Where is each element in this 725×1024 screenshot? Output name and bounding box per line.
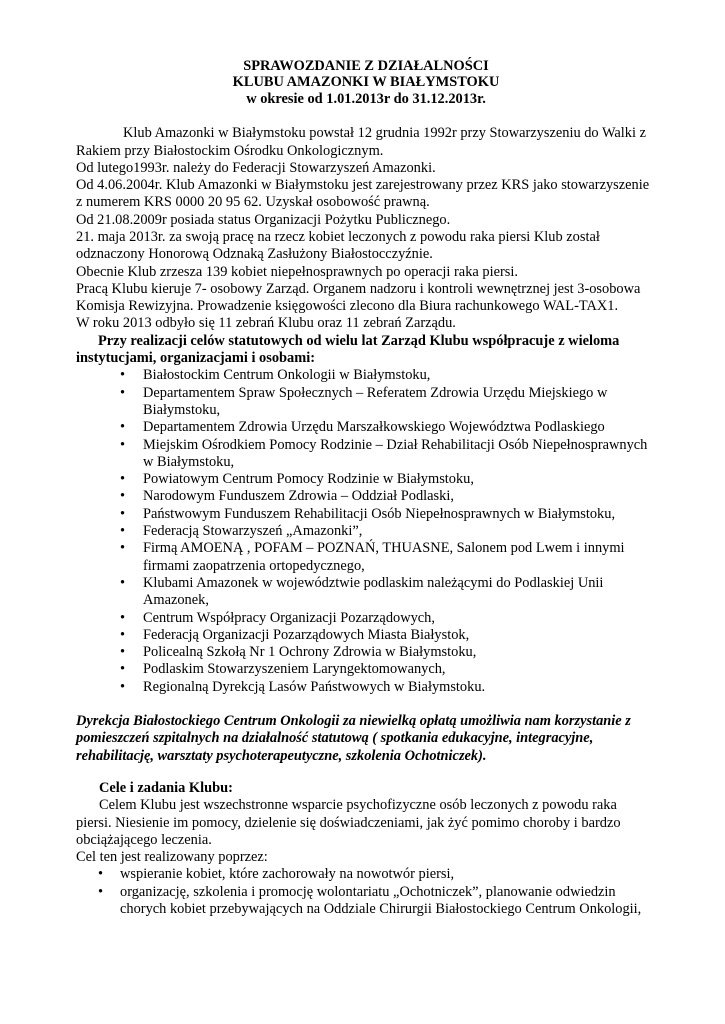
list-item: • Firmą AMOENĄ , POFAM – POZNAŃ, THUASNE, Salonem pod Lwem i innymi firmami zaopatrzenia ortopedycznego,	[76, 540, 656, 575]
list-item: • Białostockim Centrum Onkologii w Białymstoku,	[76, 367, 656, 384]
goals-heading: Cele i zadania Klubu:	[99, 779, 233, 796]
intro-paragraph: Obecnie Klub zrzesza 139 kobiet niepełnosprawnych po operacji raka piersi.	[76, 263, 518, 280]
intro-paragraph: W roku 2013 odbyło się 11 zebrań Klubu oraz 11 zebrań Zarządu.	[76, 315, 456, 332]
cooperation-section	[76, 333, 656, 696]
list-item: • Federacją Organizacji Pozarządowych Miasta Białystok,	[76, 627, 656, 644]
cooperation-list	[76, 367, 656, 696]
goals-realized-by: Cel ten jest realizowany poprzez:	[76, 849, 268, 866]
cooperation-heading: Przy realizacji celów statutowych od wielu lat Zarząd Klubu współpracuje z wieloma instytucjami, organizacjami i osobami:	[76, 332, 620, 367]
goals-section	[76, 780, 656, 918]
directorate-note: Dyrekcja Białostockiego Centrum Onkologii za niewielką opłatą umożliwia nam korzystanie z pomieszczeń szpitalnych na działalność statutową ( spotkania edukacyjne, integracyjne, rehabilitację, warsztaty psychoterapeutyczne, szkolenia Ochotniczek).	[76, 713, 631, 764]
intro-paragraph: Klub Amazonki w Białymstoku powstał 12 grudnia 1992r przy Stowarzyszeniu do Walki z Rakiem przy Białostockim Ośrodku Onkologicznym.	[76, 125, 646, 159]
list-item: • Regionalną Dyrekcją Lasów Państwowych w Białymstoku.	[76, 679, 656, 696]
list-item: • Narodowym Funduszem Zdrowia – Oddział Podlaski,	[76, 488, 656, 505]
intro-paragraph: 21. maja 2013r. za swoją pracę na rzecz kobiet leczonych z powodu raka piersi Klub został odznaczony Honorową Odznaką Zasłużony Białostocczyźnie.	[76, 229, 600, 263]
list-item: • Klubami Amazonek w województwie podlaskim należącymi do Podlaskiej Unii Amazonek,	[76, 575, 656, 610]
list-item: • wspieranie kobiet, które zachorowały na nowotwór piersi,	[76, 866, 656, 883]
list-item: • Departamentem Zdrowia Urzędu Marszałkowskiego Województwa Podlaskiego	[76, 419, 656, 436]
list-item: • Powiatowym Centrum Pomocy Rodzinie w Białymstoku,	[76, 471, 656, 488]
list-item: • Miejskim Ośrodkiem Pomocy Rodzinie – Dział Rehabilitacji Osób Niepełnosprawnych w Białymstoku,	[76, 437, 656, 472]
goals-list	[76, 866, 656, 918]
intro-paragraph: Od lutego1993r. należy do Federacji Stowarzyszeń Amazonki.	[76, 159, 436, 176]
list-item: • Departamentem Spraw Społecznych – Referatem Zdrowia Urzędu Miejskiego w Białymstoku,	[76, 385, 656, 420]
list-item: • Państwowym Funduszem Rehabilitacji Osób Niepełnosprawnych w Białymstoku,	[76, 506, 656, 523]
title-line-1: SPRAWOZDANIE Z DZIAŁALNOŚCI	[243, 58, 489, 74]
document-page	[76, 58, 656, 918]
list-item: • Centrum Współpracy Organizacji Pozarządowych,	[76, 610, 656, 627]
title-line-2: KLUBU AMAZONKI W BIAŁYMSTOKU	[232, 74, 500, 91]
intro-paragraph: Pracą Klubu kieruje 7- osobowy Zarząd. Organem nadzoru i kontroli wewnętrznej jest 3-osobowa Komisja Rewizyjna. Prowadzenie księgowości zlecono dla Biura rachunkowego WAL-TAX1.	[76, 280, 641, 315]
goals-paragraph: Celem Klubu jest wszechstronne wsparcie psychofizyczne osób leczonych z powodu raka piersi. Niesienie im pomocy, dzielenie się doświadczeniami, jak żyć pomimo choroby i bardzo obciążającego leczenia.	[76, 797, 621, 848]
intro-section	[76, 125, 656, 333]
report-title	[76, 58, 656, 107]
intro-paragraph: Od 21.08.2009r posiada status Organizacji Pożytku Publicznego.	[76, 211, 451, 228]
list-item: • Policealną Szkołą Nr 1 Ochrony Zdrowia w Białymstoku,	[76, 644, 656, 661]
list-item: • Podlaskim Stowarzyszeniem Laryngektomowanych,	[76, 661, 656, 678]
list-item: • organizację, szkolenia i promocję wolontariatu „Ochotniczek”, planowanie odwiedzin chorych kobiet przebywających na Oddziale Chirurgii Białostockiego Centrum Onkologii,	[76, 884, 656, 919]
intro-paragraph: Od 4.06.2004r. Klub Amazonki w Białymstoku jest zarejestrowany przez KRS jako stowarzyszenie z numerem KRS 0000 20 95 62. Uzyskał osobowość prawną.	[76, 177, 650, 211]
title-line-3: w okresie od 1.01.2013r do 31.12.2013r.	[246, 90, 486, 107]
list-item: • Federacją Stowarzyszeń „Amazonki”,	[76, 523, 656, 540]
